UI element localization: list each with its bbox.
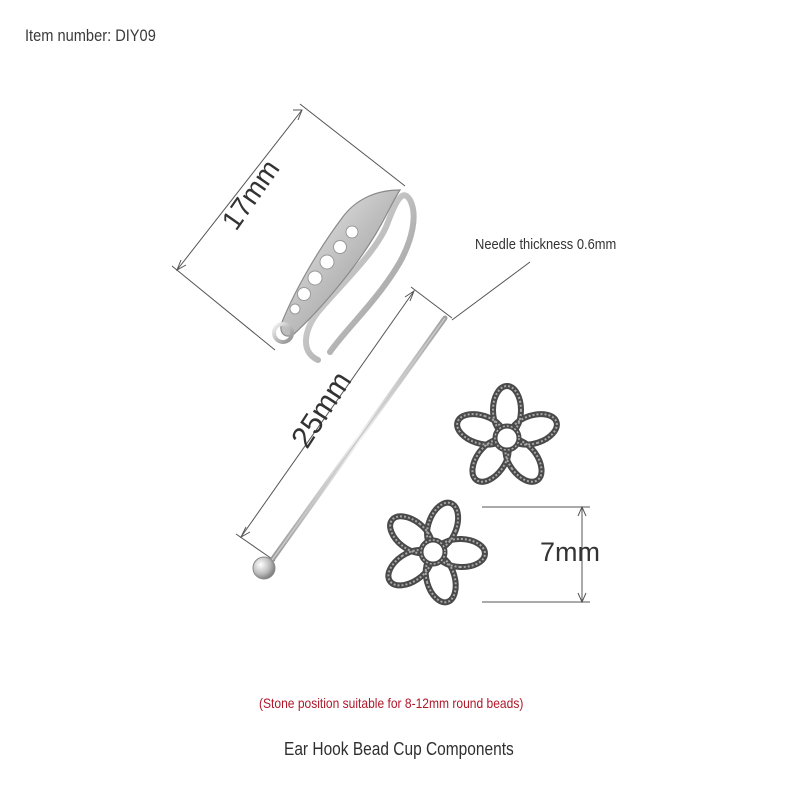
stone-position-note: (Stone position suitable for 8-12mm round beads) xyxy=(259,695,524,711)
needle-thickness-label: Needle thickness 0.6mm xyxy=(475,236,617,253)
product-caption: Ear Hook Bead Cup Components xyxy=(284,739,514,759)
hook-length-label: 17mm xyxy=(215,153,286,236)
item-number-label: Item number: DIY09 xyxy=(25,26,156,45)
ear-hook xyxy=(274,190,414,360)
head-pin xyxy=(253,318,445,579)
bead-cup-lower xyxy=(382,498,485,605)
pin-dimension xyxy=(236,287,452,561)
needle-leader-line xyxy=(452,262,530,320)
bead-cup-upper xyxy=(453,386,561,488)
cup-height-label: 7mm xyxy=(540,537,600,567)
pin-length-label: 25mm xyxy=(285,365,359,454)
